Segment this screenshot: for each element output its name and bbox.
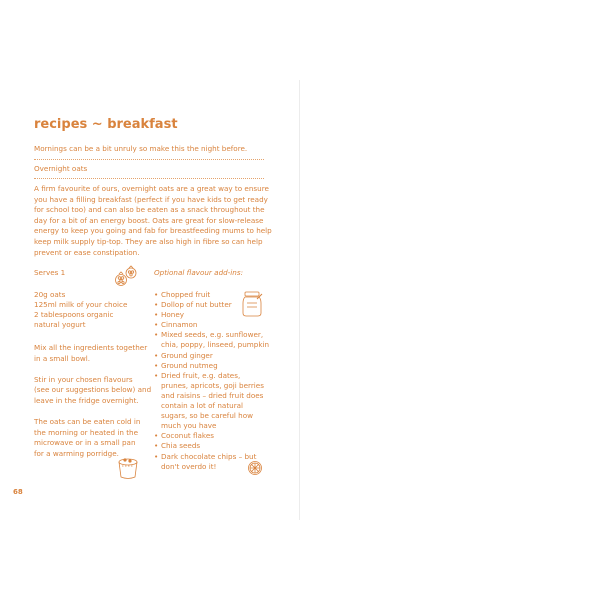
description-line: you have a filling breakfast (perfect if you have kids to get ready [34,194,268,204]
bullet-mark: • [154,441,159,451]
ingredient-item: 2 tablespoons organic [34,310,114,320]
addin-text: sugars, so be careful how [161,411,254,421]
method-line: Stir in your chosen flavours [34,374,133,384]
addin-item [154,381,269,391]
addin-text: Ground ginger [161,350,213,360]
addin-text: Honey [161,310,185,320]
bullet-mark: • [154,310,159,320]
yogurt-pot-icon [115,455,141,481]
addin-text: Coconut flakes [161,431,214,441]
raspberry-icon [113,264,139,290]
nut-butter-jar-icon [240,290,264,318]
ingredient-item: 125ml milk of your choice [34,300,128,310]
addin-item [154,340,269,350]
method-steps [34,343,151,460]
bullet-mark: • [154,360,159,370]
method-line [34,407,151,418]
bullet-mark: • [154,290,159,299]
method-line: (see our suggestions below) and [34,385,152,395]
bullet-mark: • [154,320,159,330]
bullet-mark: • [154,300,159,310]
description-line: prevent or ease constipation. [34,247,140,257]
addin-text: don't overdo it! [161,461,217,471]
description-line: for school too) and can also be eaten as a snack throughout the [34,205,265,215]
method-line: Mix all the ingredients together [34,343,148,352]
bullet-mark: • [154,350,159,360]
method-line: the morning or heated in the [34,427,139,437]
description-line: energy to keep you going and fab for breastfeeding mums to help [34,226,272,236]
method-line: The oats can be eaten cold in [34,417,141,427]
bullet-mark: • [154,370,159,380]
addin-item [154,351,269,361]
description-line: A firm favourite of ours, overnight oats are a great way to ensure [34,184,269,193]
subhead-rule [34,178,264,179]
description-line: keep milk supply tip-top. They are also high in fibre so can help [34,236,263,246]
recipe-subhead-oats: Overnight oats [34,164,88,173]
addins-heading: Optional flavour add-ins: [154,268,244,277]
addin-text: chia, poppy, linseed, pumpkin [161,340,270,350]
addin-item [154,371,269,381]
addin-item [154,361,269,371]
bullet-mark: • [154,330,159,340]
recipe-description [34,184,272,258]
addin-text: prunes, apricots, goji berries [161,380,264,390]
method-line: for a warming porridge. [34,448,119,458]
addin-item [154,391,269,401]
page-title-breakfast: recipes ~ breakfast [34,117,178,132]
orange-slice-icon [247,460,263,476]
bullet-mark: • [154,431,159,441]
addin-text: Mixed seeds, e.g. sunflower, [161,330,264,340]
addin-text: Dollop of nut butter [161,300,232,310]
addin-item [154,401,269,411]
addin-item [154,320,269,330]
addin-item [154,441,269,451]
addin-text: contain a lot of natural [161,401,244,411]
addin-text: Dried fruit, e.g. dates, [161,370,241,380]
addin-text: much you have [161,421,217,431]
description-line: day for a bit of an energy boost. Oats are great for slow-release [34,215,264,225]
addin-text: Dark chocolate chips – but [161,451,257,461]
addin-item [154,330,269,340]
addin-text: Chopped fruit [161,290,211,299]
addin-text: and raisins – dried fruit does [161,390,264,400]
serves-label: Serves 1 [34,268,66,277]
addin-item [154,431,269,441]
method-line: in a small bowl. [34,353,91,363]
addin-text: Cinnamon [161,320,198,330]
page-number-left: 68 [13,488,23,496]
addin-text: Chia seeds [161,441,201,451]
breakfast-intro: Mornings can be a bit unruly so make this the night before. [34,144,248,153]
addin-item [154,421,269,431]
bullet-mark: • [154,451,159,461]
ingredient-item: natural yogurt [34,320,86,330]
method-line: microwave or in a small pan [34,438,136,448]
addin-text: Ground nutmeg [161,360,218,370]
intro-rule [34,159,264,160]
page-lunch [300,0,600,600]
method-line: leave in the fridge overnight. [34,395,139,405]
addin-item [154,411,269,421]
ingredient-item: 20g oats [34,290,66,299]
ingredient-list [34,290,127,330]
method-line [34,364,151,375]
